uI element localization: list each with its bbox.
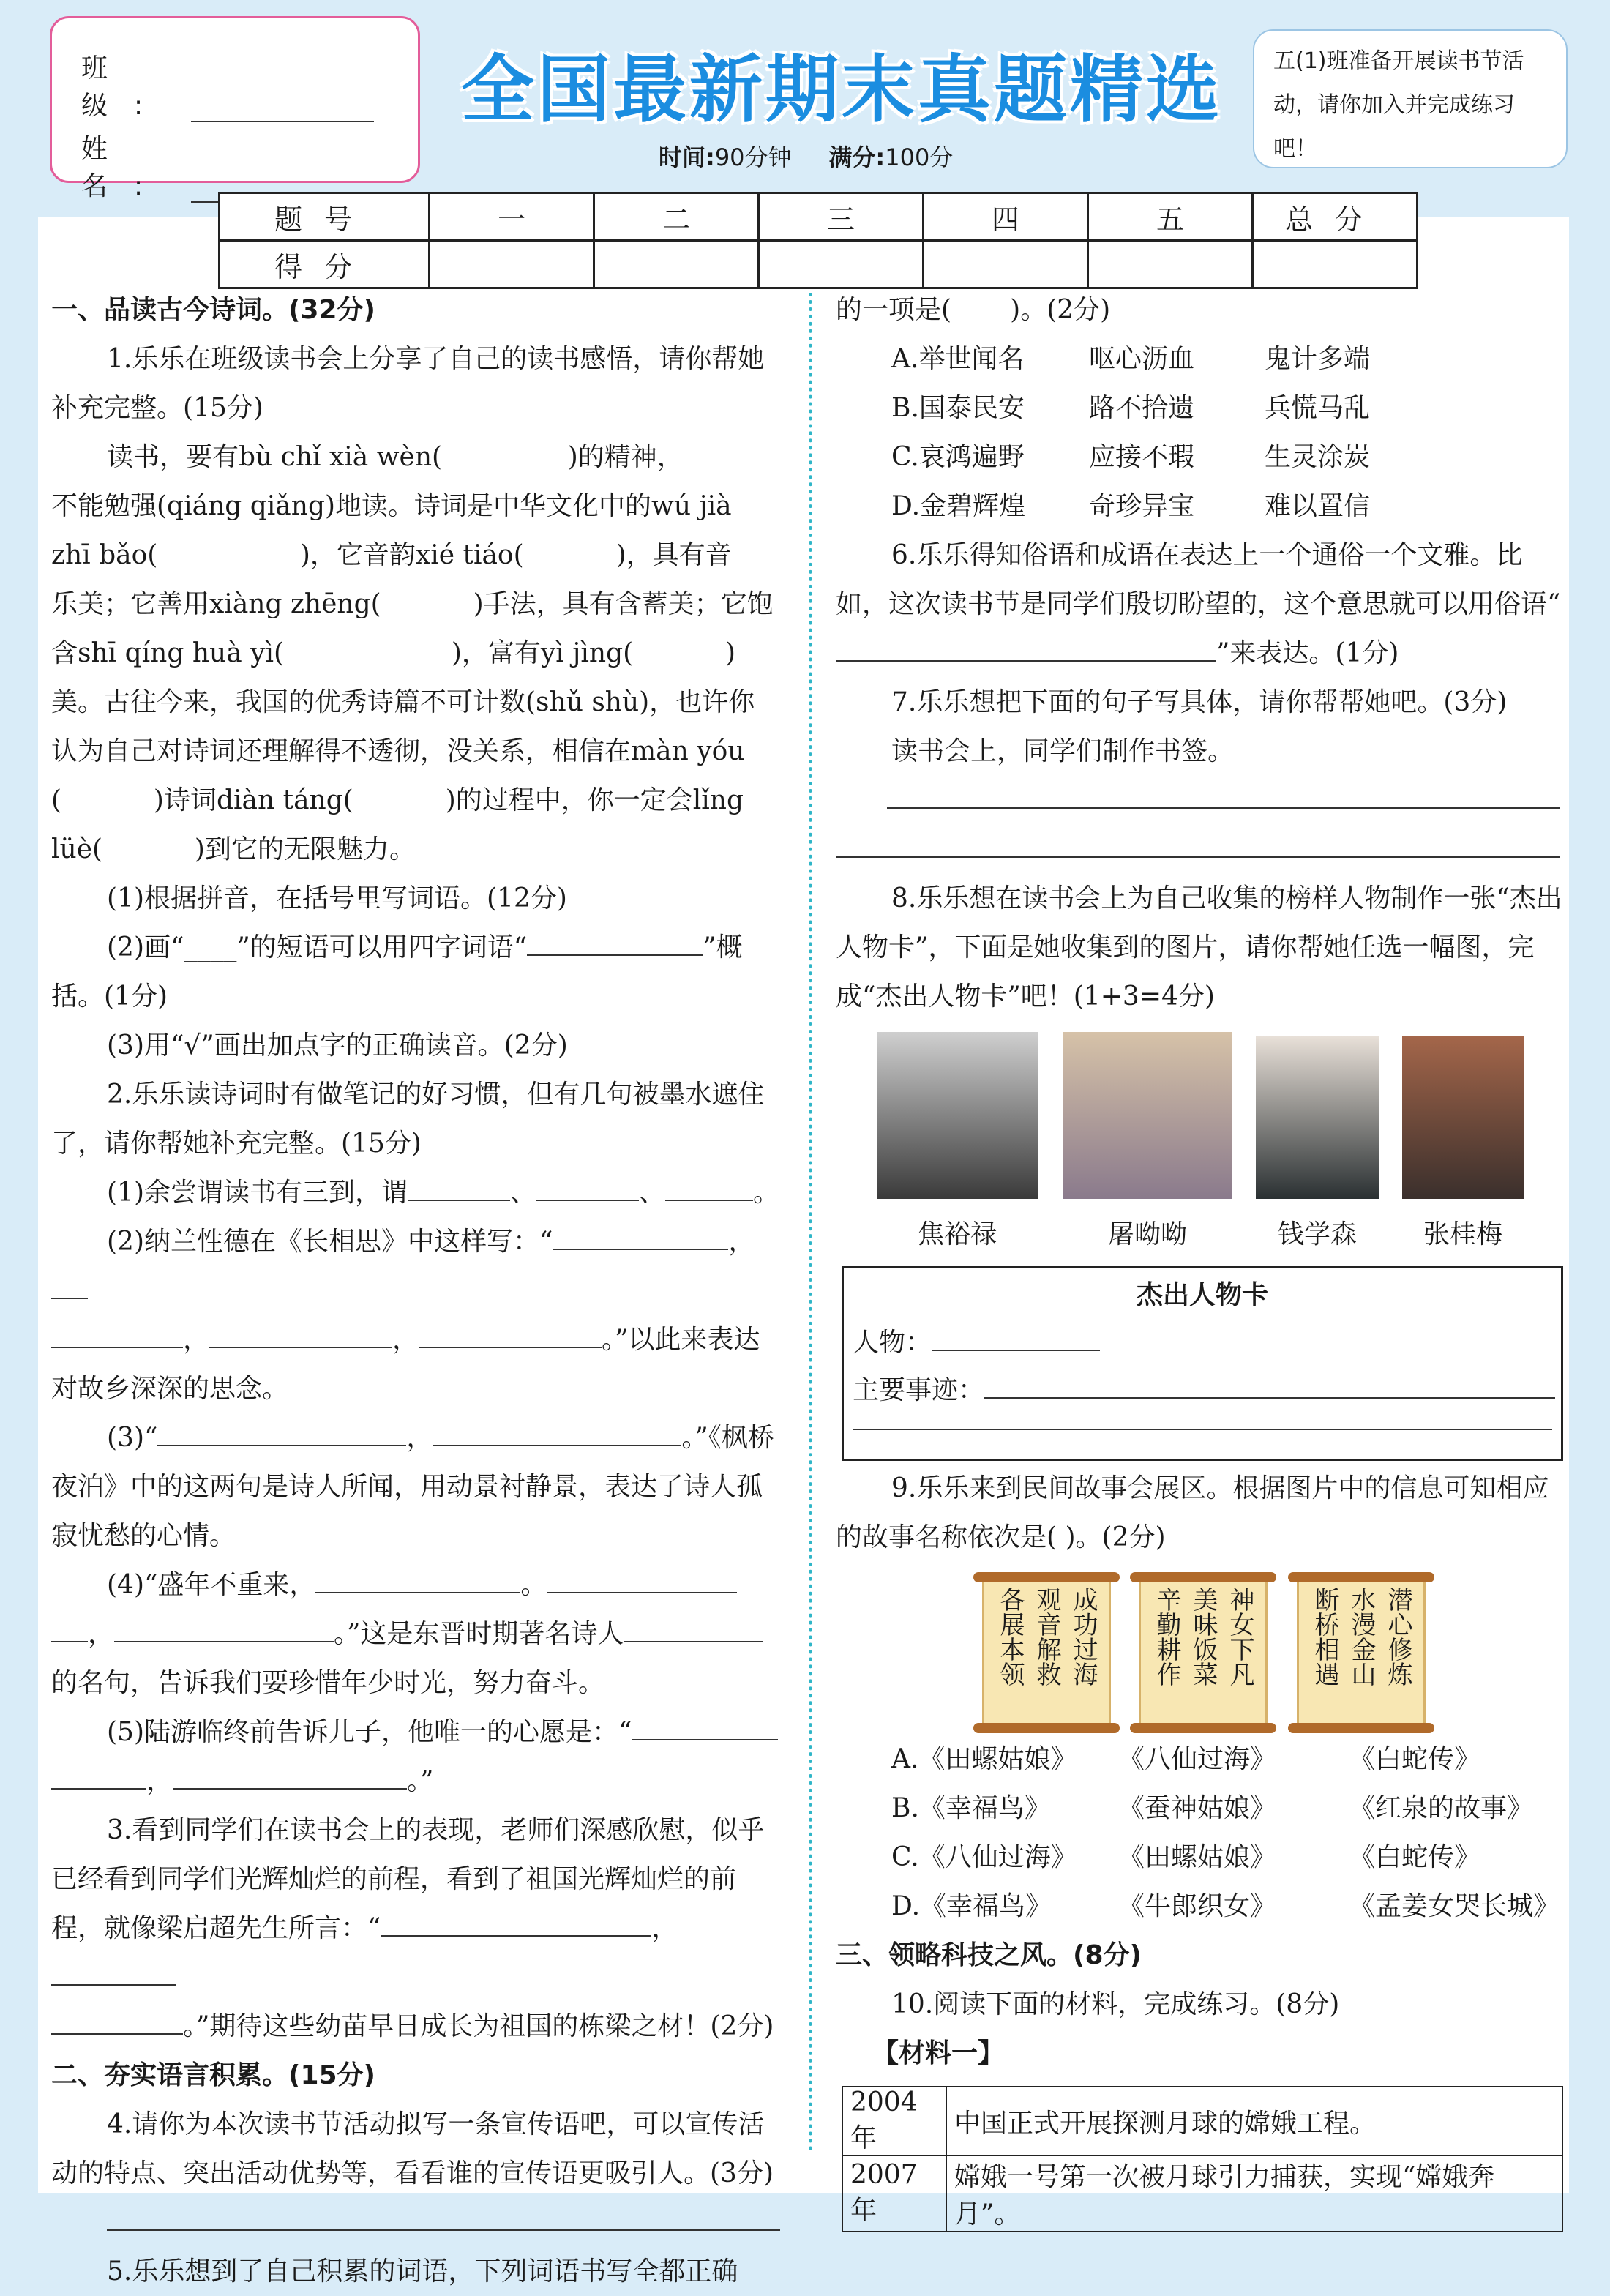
option-word: B.国泰民安 [891,393,1025,423]
score-table-cell: 一 [430,193,594,241]
score-table-score-row [220,241,1418,288]
scroll-rod [1130,1572,1276,1582]
scroll-paper [1297,1582,1426,1723]
q1-sub-2-end: ”概括。(1分) [51,932,743,1011]
q9-option[interactable] [891,1784,1564,1833]
option-word: D.金碧辉煌 [891,491,1026,521]
q1-passage-line: 美。古往今来，我国的优秀诗篇不可计数(shǔ shù)，也许你 [51,687,755,717]
answer-blank[interactable] [419,1325,602,1348]
option-word: 路不拾遗 [1089,393,1195,423]
portrait-photo[interactable] [1256,1036,1379,1199]
q2-sub-3-text: 。”《枫桥夜泊》中的这两句是诗人所闻，用动景衬静景，表达了诗人孤寂忧愁的心情。 [51,1423,774,1551]
time-value: 90分钟 [714,143,792,171]
q5-option[interactable] [891,433,1564,482]
option-word: C.《八仙过海》 [891,1842,1077,1872]
q2-sub-4-text: 。”这是东晋时期著名诗人 [334,1619,624,1649]
q3-text: 3.看到同学们在读书会上的表现，老师们深感欣慰，似乎已经看到同学们光辉灿烂的前程，看到了祖国光辉灿烂的前程，就像梁启超先生所言：“ [51,1815,765,1943]
score-input-cell[interactable] [1253,241,1418,288]
scroll-text: 神女下凡 [1225,1587,1254,1686]
q9-option[interactable] [891,1735,1564,1784]
q2-sub-2-text: (2)纳兰性德在《长相思》中这样写：“ [107,1227,553,1257]
score-table-cell: 二 [594,193,759,241]
score-label: 满分: [828,143,886,171]
score-row-label: 得分 [220,241,430,288]
q2-sub-4: (4)“盛年不重来， 。 [51,1560,783,1609]
option-word: 《八仙过海》 [1118,1744,1277,1774]
answer-blank[interactable] [527,932,703,956]
q8: 8.乐乐想在读书会上为自己收集的榜样人物制作一张“杰出人物卡”，下面是她收集到的图片，请你帮她任选一幅图，完成“杰出人物卡”吧！(1+3=4分) [836,883,1562,1011]
option-word: C.哀鸿遍野 [891,442,1025,472]
q2-sub-2-cont: ， ， 。”以此来表达对故乡深深的思念。 [51,1325,760,1404]
right-column-bottom [836,1735,1564,2078]
material-year: 2004年 [842,2087,946,2155]
answer-blank[interactable] [665,1178,753,1201]
q5-options [836,334,1564,531]
answer-blank[interactable] [836,638,1216,662]
exam-info [659,139,953,173]
section-1-heading: 一、品读古今诗词。(32分) [51,295,376,325]
q7-answer-row [836,825,1564,874]
q2-sub-4-open: (4)“盛年不重来， [107,1570,316,1600]
q6-text: 6.乐乐得知俗语和成语在表达上一个通俗一个文雅。比如，这次读书节是同学们殷切盼望的，这个意思就可以用俗语“ [836,540,1561,619]
q6 [836,531,1564,678]
q7-sentence: 读书会上，同学们制作书签。 [891,736,1235,766]
scroll-rod [1130,1723,1276,1733]
q2-sub-2: (2)纳兰性德在《长相思》中这样写：“ ， [51,1217,783,1315]
q10: 10.阅读下面的材料，完成练习。(8分) [891,1989,1340,2019]
option-word: 《白蛇传》 [1349,1744,1481,1774]
q5-option[interactable] [891,334,1564,384]
person-caption: 钱学森 [1277,1219,1357,1249]
answer-blank[interactable] [381,1913,651,1937]
option-word: 《孟姜女哭长城》 [1349,1891,1560,1921]
score-table-cell: 三 [759,193,924,241]
portrait-photo[interactable] [877,1032,1038,1199]
material-event: 中国正式开展探测月球的嫦娥工程。 [946,2087,1562,2155]
answer-blank[interactable] [547,1570,737,1593]
option-word: 《红泉的故事》 [1349,1793,1534,1823]
page-title: 全国最新期末真题精选 [461,47,1222,132]
answer-blank[interactable] [624,1619,763,1642]
card-deeds-row [853,1369,1561,1407]
option-word: 《白蛇传》 [1349,1842,1481,1872]
q2-sub-1-text: (1)余尝谓读书有三到，谓 [107,1178,408,1208]
q3-cont [51,2002,783,2051]
speech-bubble: 五(1)班准备开展读书节活动，请你加入并完成练习吧！ [1253,29,1568,168]
q4-answer-row [51,2198,783,2247]
q1-passage-line: 读书，要有bù chǐ xià wèn( )的精神， [107,442,684,472]
material-event: 嫦娥一号第一次被月球引力捕获，实现“嫦娥奔月”。 [946,2155,1562,2232]
card-title: 杰出人物卡 [1136,1280,1268,1310]
q1-passage-line: zhī bǎo( )，它音韵xié tiáo( )，具有音 [51,540,732,570]
answer-blank[interactable] [173,1766,407,1790]
person-caption: 焦裕禄 [917,1219,997,1249]
score-input-cell[interactable] [1088,241,1253,288]
name-label: 姓名: [81,134,170,201]
option-word: 呕心沥血 [1089,344,1195,374]
answer-line[interactable] [107,2207,780,2231]
q1-sub-2 [51,923,783,1021]
option-word: 鬼计多端 [1265,344,1371,374]
story-scroll [973,1572,1120,1733]
story-scroll [1288,1572,1434,1733]
q1-passage-line: 乐美；它善用xiàng zhēng( )手法，具有含蓄美；它饱 [51,589,774,619]
answer-blank[interactable] [433,1423,681,1446]
q2-sub-5-cont: ， 。” [51,1757,783,1806]
portrait-photo[interactable] [1063,1032,1232,1199]
right-column-lower [836,1464,1564,1562]
option-word: 应接不瑕 [1089,442,1195,472]
section-2-heading: 二、夯实语言积累。(15分) [51,2060,376,2090]
answer-blank[interactable] [209,1325,392,1348]
q2-sub-3-open: (3)“ [107,1423,158,1453]
answer-blank[interactable] [51,1325,183,1348]
card-person-field[interactable] [932,1328,1100,1351]
scroll-text: 辛勤耕作 [1152,1587,1181,1686]
score-table-cell: 五 [1088,193,1253,241]
score-input-cell[interactable] [924,241,1088,288]
answer-blank[interactable] [157,1423,406,1446]
answer-blank[interactable] [553,1227,728,1250]
card-deeds-field[interactable] [984,1375,1555,1399]
scroll-rod [973,1723,1120,1733]
option-word: A.举世闻名 [891,344,1025,374]
scroll-text: 美味饭菜 [1188,1587,1218,1686]
q5: 5.乐乐想到了自己积累的词语，下列词语书写全都正确 [107,2256,738,2286]
scroll-text: 水漫金山 [1347,1587,1376,1686]
answer-blank[interactable] [632,1717,778,1740]
q3: 3.看到同学们在读书会上的表现，老师们深感欣慰，似乎已经看到同学们光辉灿烂的前程，看到了祖国光辉灿烂的前程，就像梁启超先生所言：“ ， [51,1806,783,2002]
q1-passage-line: lüè( )到它的无限魅力。 [51,834,416,864]
answer-blank[interactable] [408,1178,510,1201]
answer-blank[interactable] [51,1276,88,1299]
person-caption: 屠呦呦 [1107,1219,1187,1249]
score-table-cell: 四 [924,193,1088,241]
q1-passage-line: 含shī qíng huà yì( )，富有yì jìng( ) [51,638,736,668]
score-table-cell: 总分 [1253,193,1418,241]
q9-option[interactable] [891,1882,1564,1931]
class-field[interactable] [191,96,374,122]
section-3-heading: 三、领略科技之风。(8分) [836,1940,1142,1970]
answer-blank[interactable] [51,1962,176,1986]
person-caption: 张桂梅 [1423,1219,1502,1249]
option-word: 《牛郎织女》 [1118,1891,1277,1921]
score-table-header-row [220,193,1418,241]
scroll-text: 观音解救 [1032,1587,1061,1686]
material-row [842,2087,1562,2155]
q2-sub-1: (1)余尝谓读书有三到，谓 、 、 。 [107,1178,780,1208]
q9: 9.乐乐来到民间故事会展区。根据图片中的信息可知相应的故事名称依次是( )。(2分) [836,1473,1549,1552]
q1-intro: 1.乐乐在班级读书会上分享了自己的读书感悟，请你帮她补充完整。(15分) [51,344,765,423]
q1-sub-3: (3)用“√”画出加点字的正确读音。(2分) [107,1031,568,1061]
outstanding-person-card [842,1266,1563,1461]
option-word: 《田螺姑娘》 [1118,1842,1277,1872]
score-input-cell[interactable] [759,241,924,288]
answer-blank[interactable] [315,1570,520,1593]
scroll-rod [1288,1723,1434,1733]
card-deeds-line[interactable] [853,1429,1552,1430]
answer-blank[interactable] [51,2011,183,2035]
q2-sub-2-end: 。”以此来表达对故乡深深的思念。 [51,1325,760,1404]
class-label: 班级: [81,53,170,121]
q7-answer-row [836,776,1564,825]
q4: 4.请你为本次读书节活动拟写一条宣传语吧，可以宣传活动的特点、突出活动优势等，看看谁的宣传语更吸引人。(3分) [51,2109,774,2188]
q2-sub-3: (3)“ ， 。”《枫桥夜泊》中的这两句是诗人所闻，用动景衬静景，表达了诗人孤寂忧愁的心情。 [51,1423,774,1551]
score-table-cell: 题号 [220,193,430,241]
class-row [81,48,374,122]
answer-line[interactable] [836,834,1560,858]
answer-blank[interactable] [536,1178,639,1201]
material-row [842,2155,1562,2232]
material-label: 【材料一】 [872,2038,1005,2068]
q9-option[interactable] [891,1833,1564,1882]
q2-sub-5 [51,1708,783,1757]
q5-option[interactable] [891,482,1564,531]
scroll-paper [982,1582,1111,1723]
option-word: 生灵涂炭 [1265,442,1371,472]
score-input-cell[interactable] [430,241,594,288]
option-word: D.《幸福鸟》 [891,1891,1052,1921]
card-person-label: 人物： [853,1328,932,1358]
portrait-photo[interactable] [1402,1036,1524,1199]
q2-sub-4-cont: ， 。”这是东晋时期著名诗人的名句，告诉我们要珍惜年少时光，努力奋斗。 [51,1609,783,1708]
material-year: 2007年 [842,2155,946,2232]
q5-cont: 的一项是( )。(2分) [836,295,1111,325]
left-column [51,285,783,2296]
q2-sub-4-end: 的名句，告诉我们要珍惜年少时光，努力奋斗。 [51,1668,605,1698]
answer-blank[interactable] [114,1619,334,1642]
scroll-text: 成功过海 [1068,1587,1098,1686]
q1-sub-1: (1)根据拼音，在括号里写词语。(12分) [107,883,567,913]
scroll-rod [973,1572,1120,1582]
option-word: 奇珍异宝 [1089,491,1195,521]
right-column [836,285,1564,1021]
scroll-text: 各展本领 [995,1587,1025,1686]
story-scroll [1130,1572,1276,1733]
q1-sub-2-text: (2)画“____”的短语可以用四字词语“ [107,932,528,962]
option-word: A.《田螺姑娘》 [891,1744,1077,1774]
q1-passage-line: 认为自己对诗词还理解得不透彻，没关系，相信在màn yóu [51,736,745,766]
q3-end: 。”期待这些幼苗早日成长为祖国的栋梁之材！(2分) [183,2011,774,2041]
material-table [842,2086,1563,2232]
q5-option[interactable] [891,384,1564,433]
column-divider [809,293,812,2152]
scroll-rod [1288,1572,1434,1582]
time-label: 时间: [659,143,715,171]
q1-passage-line: ( )诗词diàn táng( )的过程中，你一定会lǐng [51,785,744,815]
score-value: 100分 [885,143,954,171]
q1-passage-line: 不能勉强(qiáng qiǎng)地读。诗词是中华文化中的wú jià [51,491,732,521]
student-info-box [50,16,420,201]
q2-intro: 2.乐乐读诗词时有做笔记的好习惯，但有几句被墨水遮住了，请你帮她补充完整。(15分) [51,1080,765,1159]
scroll-text: 潜心修炼 [1383,1587,1412,1686]
option-word: B.《幸福鸟》 [891,1793,1051,1823]
option-word: 难以置信 [1265,491,1371,521]
option-word: 兵慌马乱 [1265,393,1371,423]
answer-line[interactable] [887,785,1560,809]
answer-blank[interactable] [51,1766,146,1790]
scroll-paper [1139,1582,1268,1723]
q6-end: ”来表达。(1分) [1216,638,1399,668]
q2-sub-5-text: (5)陆游临终前告诉儿子，他唯一的心愿是：“ [107,1717,632,1747]
answer-blank[interactable] [51,1619,88,1642]
card-deeds-label: 主要事迹： [853,1375,985,1405]
score-table [218,192,1418,289]
score-input-cell[interactable] [594,241,759,288]
scroll-text: 断桥相遇 [1310,1587,1339,1686]
option-word: 《蚕神姑娘》 [1118,1793,1277,1823]
card-person-row [853,1322,1561,1359]
q7: 7.乐乐想把下面的句子写具体，请你帮帮她吧。(3分) [891,687,1508,717]
